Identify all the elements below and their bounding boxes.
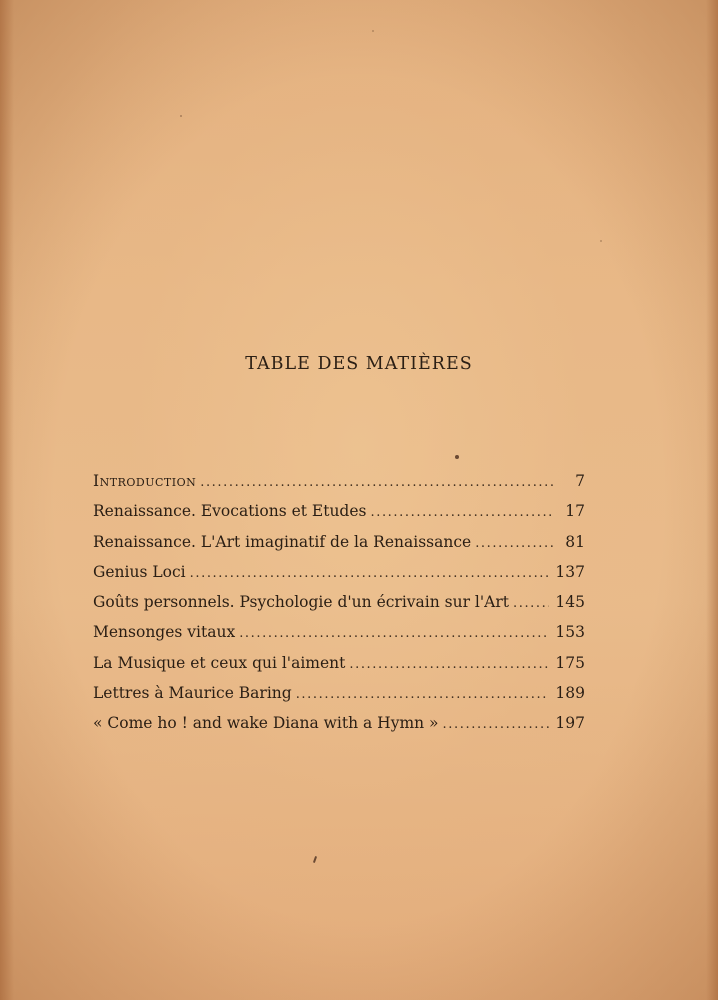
paper-speck <box>600 240 602 242</box>
toc-entry-title: Introduction <box>93 472 197 490</box>
toc-entry <box>93 714 585 744</box>
toc-dot-leader <box>475 536 553 551</box>
toc-dot-leader <box>190 566 550 581</box>
toc-entry-title: Genius Loci <box>93 562 186 581</box>
toc-entry-page: 17 <box>565 502 585 521</box>
toc-entry <box>93 654 585 684</box>
toc-dot-leader <box>296 687 550 702</box>
toc-entry <box>93 684 585 714</box>
toc-entry-page: 137 <box>555 562 585 581</box>
paper-speck <box>180 115 182 117</box>
toc-dot-leader <box>200 475 553 490</box>
page-title: TABLE DES MATIÈRES <box>245 354 473 374</box>
toc-entry <box>93 623 585 653</box>
paper-speck <box>455 455 459 459</box>
toc-entry-page: 197 <box>555 714 585 733</box>
toc-entry-page: 153 <box>555 623 585 642</box>
toc-entry-title: Lettres à Maurice Baring <box>93 684 292 703</box>
toc-entry-title: « Come ho ! and wake Diana with a Hymn » <box>93 714 439 733</box>
toc-dot-leader <box>443 717 550 732</box>
toc-entry-title: Goûts personnels. Psychologie d'un écrivain sur l'Art <box>93 593 509 612</box>
toc-dot-leader <box>239 626 549 641</box>
toc-dot-leader <box>349 657 549 672</box>
toc-entry-title: Renaissance. L'Art imaginatif de la Renaissance <box>93 532 472 551</box>
paper-speck <box>372 30 374 32</box>
toc-dot-leader <box>513 596 549 611</box>
page-edge-shadow-right <box>706 0 718 1000</box>
toc-entry-title: Mensonges vitaux <box>93 623 236 642</box>
table-of-contents <box>93 472 585 745</box>
toc-entry <box>93 502 585 532</box>
toc-entry-page: 175 <box>555 653 585 672</box>
toc-entry-page: 145 <box>555 593 585 612</box>
toc-entry <box>93 593 585 623</box>
toc-dot-leader <box>370 505 553 520</box>
toc-entry-title: La Musique et ceux qui l'aiment <box>93 653 346 672</box>
toc-entry-page: 189 <box>555 684 585 703</box>
toc-entry <box>93 563 585 593</box>
toc-entry-title: Renaissance. Evocations et Etudes <box>93 502 367 521</box>
page-edge-shadow-left <box>0 0 14 1000</box>
toc-entry-page: 7 <box>575 472 585 490</box>
paper-speck <box>313 856 317 863</box>
toc-entry <box>93 472 585 502</box>
toc-entry <box>93 533 585 563</box>
toc-entry-page: 81 <box>565 532 585 551</box>
